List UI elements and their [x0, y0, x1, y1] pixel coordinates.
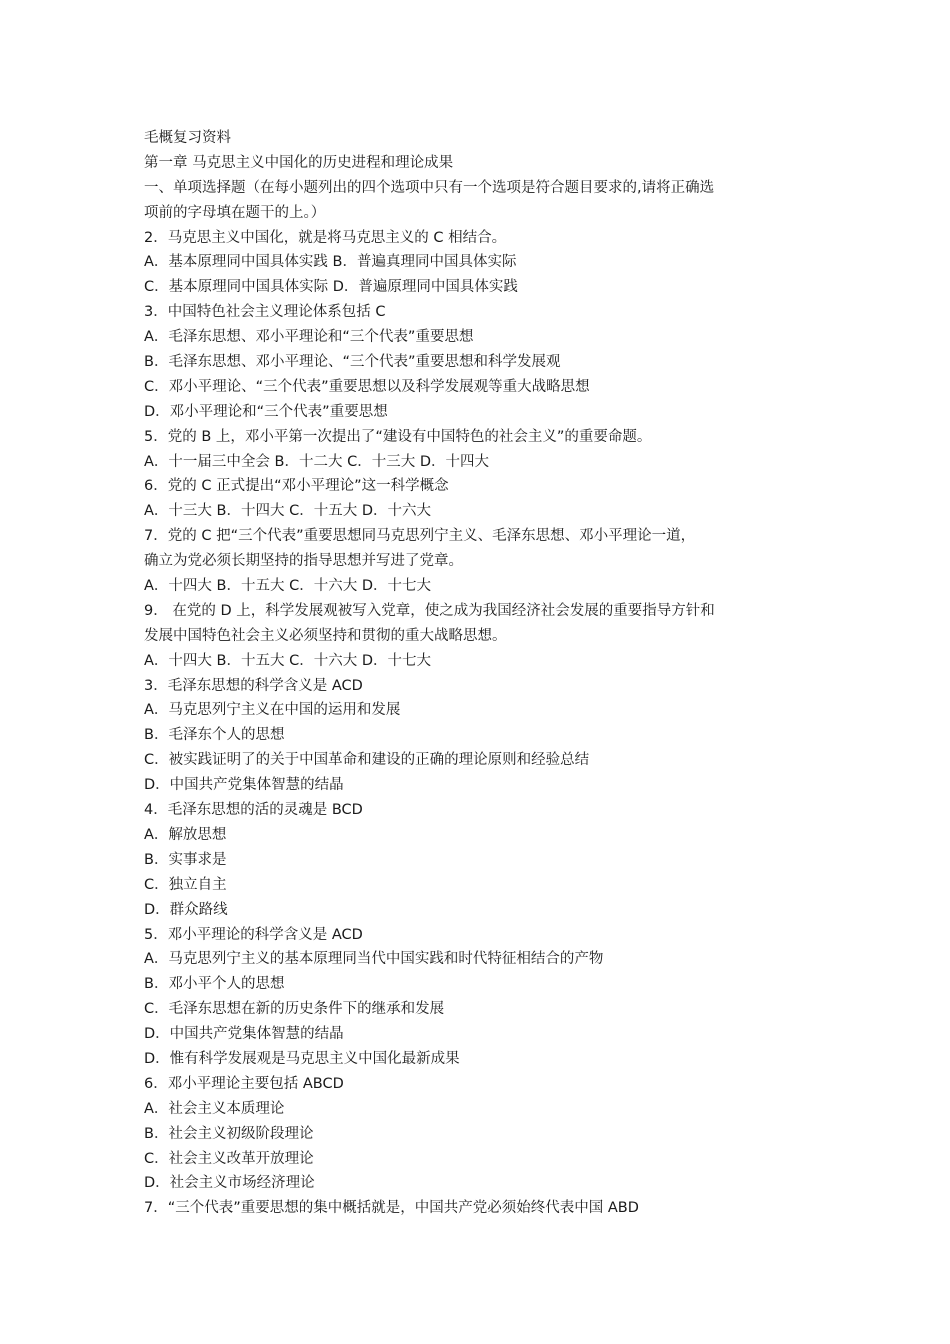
option-line: C．基本原理同中国具体实际 D．普遍原理同中国具体实践	[144, 279, 518, 296]
option-line: D．中国共产党集体智慧的结晶	[144, 777, 344, 794]
option-line: A．解放思想	[144, 826, 227, 843]
question-text: 3．中国特色社会主义理论体系包括 C	[144, 304, 386, 321]
option-line: C．社会主义改革开放理论	[144, 1150, 314, 1167]
option-line: D．惟有科学发展观是马克思主义中国化最新成果	[144, 1050, 460, 1067]
option-line: A．马克思列宁主义的基本原理同当代中国实践和时代特征相结合的产物	[144, 951, 604, 968]
option-line: C．被实践证明了的关于中国革命和建设的正确的理论原则和经验总结	[144, 752, 590, 769]
chapter-heading: 第一章 马克思主义中国化的历史进程和理论成果	[144, 154, 454, 171]
option-line: B．毛泽东思想、邓小平理论、“三个代表”重要思想和科学发展观	[144, 354, 561, 371]
option-line: D．社会主义市场经济理论	[144, 1175, 315, 1192]
question-text: 4．毛泽东思想的活的灵魂是 BCD	[144, 802, 363, 819]
question-text: 7．党的 C 把“三个代表”重要思想同马克思列宁主义、毛泽东思想、邓小平理论一道，	[144, 528, 696, 545]
question-text: 7．“三个代表”重要思想的集中概括就是，中国共产党必须始终代表中国 ABD	[144, 1200, 639, 1217]
option-line: A．十三大 B．十四大 C．十五大 D．十六大	[144, 503, 431, 520]
question-text: 9． 在党的 D 上，科学发展观被写入党章，使之成为我国经济社会发展的重要指导方针和	[144, 602, 715, 619]
option-line: A．社会主义本质理论	[144, 1100, 285, 1117]
question-text: 3．毛泽东思想的科学含义是 ACD	[144, 677, 363, 694]
option-line: C．邓小平理论、“三个代表”重要思想以及科学发展观等重大战略思想	[144, 378, 590, 395]
question-text-cont: 发展中国特色社会主义必须坚持和贯彻的重大战略思想。	[144, 627, 507, 644]
option-line: A．十四大 B．十五大 C．十六大 D．十七大	[144, 578, 431, 595]
option-line: A．十一届三中全会 B．十二大 C．十三大 D．十四大	[144, 453, 489, 470]
option-line: C．毛泽东思想在新的历史条件下的继承和发展	[144, 1001, 445, 1018]
doc-title: 毛概复习资料	[144, 130, 231, 146]
option-line: D．邓小平理论和“三个代表”重要思想	[144, 403, 388, 420]
section-instruction-cont: 项前的字母填在题干的上。）	[144, 204, 326, 221]
option-line: D．群众路线	[144, 901, 228, 918]
question-text: 5．党的 B 上，邓小平第一次提出了“建设有中国特色的社会主义”的重要命题。	[144, 428, 652, 445]
option-line: A．毛泽东思想、邓小平理论和“三个代表”重要思想	[144, 329, 474, 346]
question-text: 6．党的 C 正式提出“邓小平理论”这一科学概念	[144, 478, 449, 495]
option-line: D．中国共产党集体智慧的结晶	[144, 1026, 344, 1043]
question-text: 6．邓小平理论主要包括 ABCD	[144, 1075, 344, 1092]
document-body	[144, 126, 814, 1221]
option-line: A．基本原理同中国具体实践 B．普遍真理同中国具体实际	[144, 254, 517, 271]
option-line: A．十四大 B．十五大 C．十六大 D．十七大	[144, 652, 431, 669]
option-line: B．社会主义初级阶段理论	[144, 1125, 314, 1142]
option-line: B．实事求是	[144, 851, 227, 868]
section-instruction: 一、单项选择题（在每小题列出的四个选项中只有一个选项是符合题目要求的,请将正确选	[144, 179, 715, 196]
question-text-cont: 确立为党必须长期坚持的指导思想并写进了党章。	[144, 553, 463, 570]
question-text: 5．邓小平理论的科学含义是 ACD	[144, 926, 363, 943]
question-text: 2．马克思主义中国化，就是将马克思主义的 C 相结合。	[144, 229, 507, 246]
option-line: B．毛泽东个人的思想	[144, 727, 285, 744]
option-line: A．马克思列宁主义在中国的运用和发展	[144, 702, 401, 719]
option-line: B．邓小平个人的思想	[144, 976, 285, 993]
option-line: C．独立自主	[144, 876, 227, 893]
